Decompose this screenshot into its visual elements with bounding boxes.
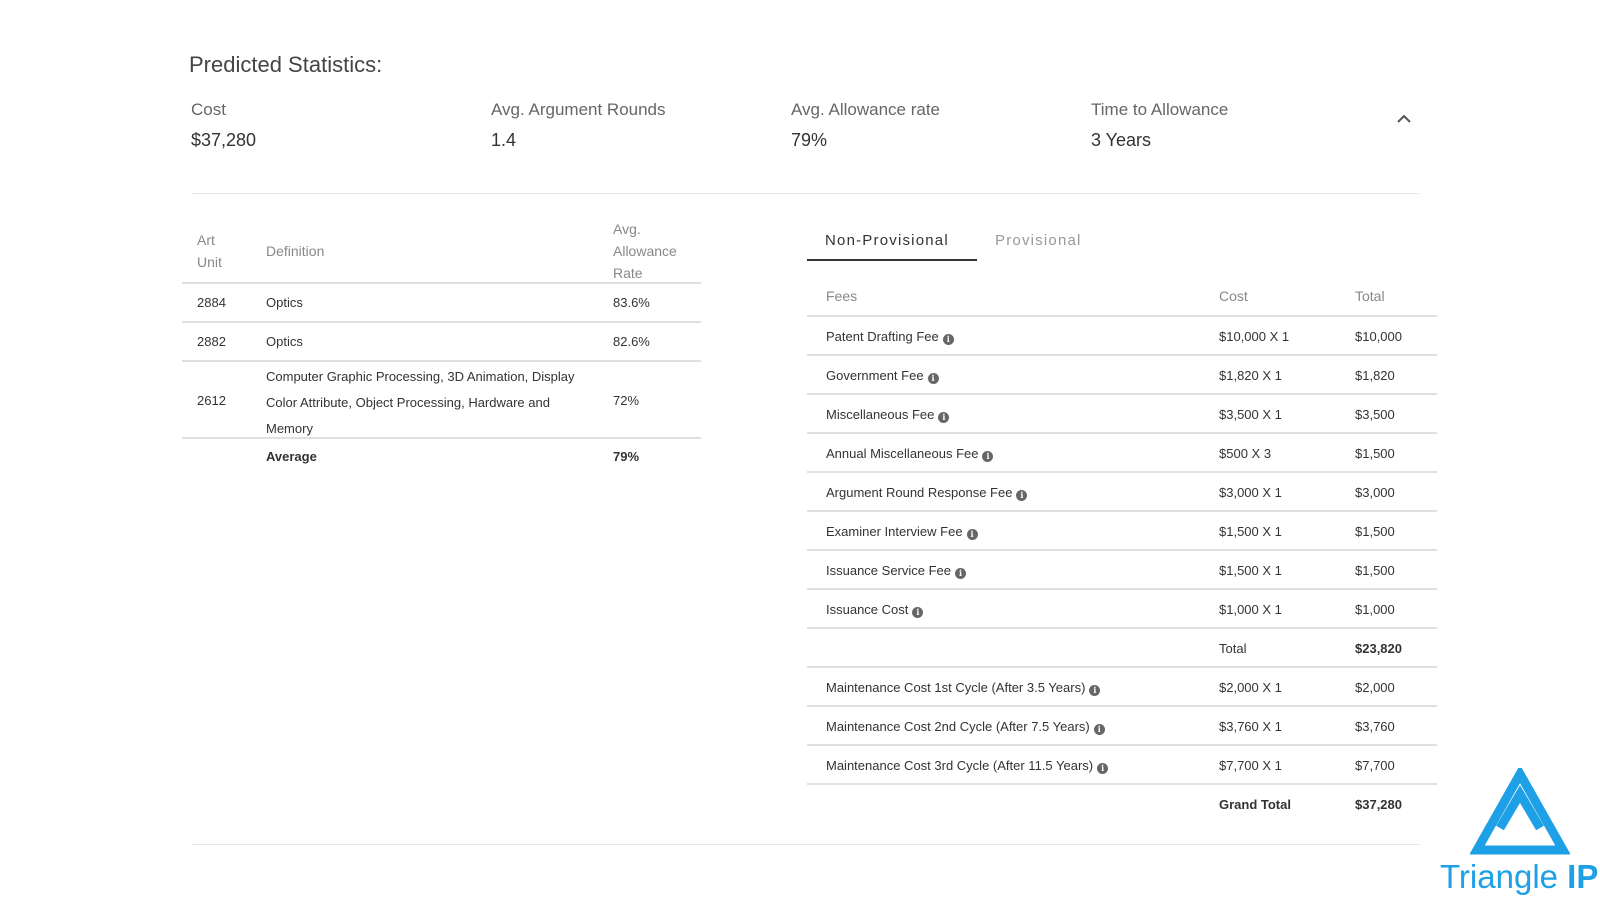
fee-total: $7,700 [1355, 758, 1395, 773]
info-icon[interactable]: i [912, 607, 923, 618]
fee-total: $1,500 [1355, 446, 1395, 461]
fee-name-cell [826, 524, 978, 540]
stat-label: Time to Allowance [1091, 100, 1229, 119]
fee-name-cell [826, 329, 954, 345]
stat-value: $37,280 [191, 130, 257, 150]
header-cost: Cost [1219, 288, 1248, 304]
fee-cost: $10,000 X 1 [1219, 329, 1290, 344]
subtotal-row [807, 629, 1437, 668]
fee-total: $1,500 [1355, 524, 1395, 539]
info-icon[interactable]: i [1097, 763, 1108, 774]
page-title: Predicted Statistics: [189, 52, 383, 77]
cell-definition: Optics [266, 295, 303, 310]
grand-total-label: Grand Total [1219, 797, 1291, 812]
stat-value: 1.4 [491, 130, 517, 150]
cell-definition: Optics [266, 334, 303, 349]
stat-allowance-rate [791, 100, 940, 151]
table-row [182, 323, 701, 362]
fee-name: Issuance Service Fee [826, 563, 952, 578]
fee-name: Miscellaneous Fee [826, 407, 935, 422]
average-value: 79% [613, 449, 640, 464]
fee-cost: $7,700 X 1 [1219, 758, 1282, 773]
stat-value: 3 Years [1091, 130, 1152, 150]
info-icon[interactable]: i [1016, 490, 1027, 501]
fee-total: $3,000 [1355, 485, 1395, 500]
table-row [807, 590, 1437, 629]
fee-name-cell [826, 758, 1108, 774]
logo-text-bold: IP [1567, 858, 1599, 895]
fee-cost: $2,000 X 1 [1219, 680, 1282, 695]
table-row [807, 356, 1437, 395]
table-row [807, 512, 1437, 551]
fee-tabs [807, 228, 1437, 262]
cell-rate: 82.6% [613, 334, 650, 349]
fee-name-cell [826, 680, 1100, 696]
grand-total-value: $37,280 [1355, 797, 1402, 812]
average-label: Average [266, 449, 317, 464]
cell-art-unit: 2612 [197, 393, 226, 408]
divider [191, 844, 1419, 845]
fee-total: $3,500 [1355, 407, 1395, 422]
info-icon[interactable]: i [1089, 685, 1100, 696]
fee-name-cell [826, 719, 1105, 735]
header-total: Total [1355, 288, 1385, 304]
table-row [807, 551, 1437, 590]
fee-total: $10,000 [1355, 329, 1402, 344]
table-row [807, 434, 1437, 473]
fee-name: Annual Miscellaneous Fee [826, 446, 979, 461]
cell-rate: 83.6% [613, 295, 650, 310]
fee-cost: $3,760 X 1 [1219, 719, 1282, 734]
header-allowance-rate: Avg. Allowance Rate [613, 221, 677, 281]
fee-name: Examiner Interview Fee [826, 524, 963, 539]
cell-rate: 72% [613, 393, 640, 408]
logo-text [1440, 858, 1598, 896]
table-row [807, 668, 1437, 707]
stat-label: Avg. Allowance rate [791, 100, 940, 119]
fee-total: $1,820 [1355, 368, 1395, 383]
logo-text-regular: Triangle [1440, 858, 1568, 895]
fee-cost: $500 X 3 [1219, 446, 1272, 461]
stat-time-to-allowance [1091, 100, 1228, 151]
average-row [182, 439, 701, 479]
fee-cost: $3,500 X 1 [1219, 407, 1282, 422]
subtotal-label: Total [1219, 641, 1247, 656]
fee-name: Argument Round Response Fee [826, 485, 1013, 500]
table-row [807, 707, 1437, 746]
chevron-up-icon[interactable] [1395, 112, 1413, 126]
header-art-unit: Art Unit [197, 232, 222, 270]
active-tab-indicator [807, 259, 977, 261]
table-row [807, 473, 1437, 512]
stat-cost [191, 100, 256, 151]
fee-total: $3,760 [1355, 719, 1395, 734]
cell-art-unit: 2882 [197, 334, 226, 349]
fee-cost: $1,820 X 1 [1219, 368, 1282, 383]
divider [191, 193, 1419, 194]
stat-label: Cost [191, 100, 226, 119]
art-unit-table [182, 218, 701, 479]
fee-total: $1,000 [1355, 602, 1395, 617]
fee-name-cell [826, 563, 966, 579]
header-definition: Definition [266, 243, 325, 259]
tab-provisional[interactable]: Provisional [995, 232, 1082, 249]
info-icon[interactable]: i [982, 451, 993, 462]
grand-total-row [807, 785, 1437, 824]
fee-name-cell [826, 446, 993, 462]
table-row [807, 395, 1437, 434]
table-row [807, 317, 1437, 356]
triangle-ip-logo [1440, 768, 1600, 900]
info-icon[interactable]: i [943, 334, 954, 345]
fee-name-cell [826, 407, 949, 423]
cell-art-unit: 2884 [197, 295, 226, 310]
fee-name: Maintenance Cost 3rd Cycle (After 11.5 Years) [826, 758, 1094, 773]
fee-name: Issuance Cost [826, 602, 909, 617]
subtotal-value: $23,820 [1355, 641, 1402, 656]
stat-value: 79% [791, 130, 828, 150]
fee-name: Government Fee [826, 368, 924, 383]
stats-summary [191, 100, 1391, 160]
fee-name-cell [826, 368, 939, 384]
header-fees: Fees [826, 288, 858, 304]
fee-cost: $3,000 X 1 [1219, 485, 1282, 500]
info-icon[interactable]: i [955, 568, 966, 579]
fee-name: Maintenance Cost 1st Cycle (After 3.5 Years) [826, 680, 1086, 695]
info-icon[interactable]: i [928, 373, 939, 384]
fee-cost: $1,500 X 1 [1219, 563, 1282, 578]
fee-name-cell [826, 485, 1027, 501]
table-row [807, 746, 1437, 785]
triangle-logo-icon [1470, 768, 1570, 858]
fee-cost: $1,000 X 1 [1219, 602, 1282, 617]
fee-name: Patent Drafting Fee [826, 329, 939, 344]
table-header [182, 218, 701, 284]
fee-name-cell [826, 602, 923, 618]
fee-cost: $1,500 X 1 [1219, 524, 1282, 539]
info-icon[interactable]: i [1094, 724, 1105, 735]
fee-total: $1,500 [1355, 563, 1395, 578]
tab-non-provisional[interactable]: Non-Provisional [825, 232, 949, 249]
table-row [182, 362, 701, 439]
stat-argument-rounds [491, 100, 666, 151]
table-header [807, 278, 1437, 317]
fee-name: Maintenance Cost 2nd Cycle (After 7.5 Years) [826, 719, 1090, 734]
stat-label: Avg. Argument Rounds [491, 100, 666, 119]
fee-total: $2,000 [1355, 680, 1395, 695]
info-icon[interactable]: i [967, 529, 978, 540]
table-row [182, 284, 701, 323]
fees-table [807, 278, 1437, 824]
info-icon[interactable]: i [938, 412, 949, 423]
cell-definition: Computer Graphic Processing, 3D Animation, Display Color Attribute, Object Processing, Hardware and Memory [266, 369, 575, 436]
